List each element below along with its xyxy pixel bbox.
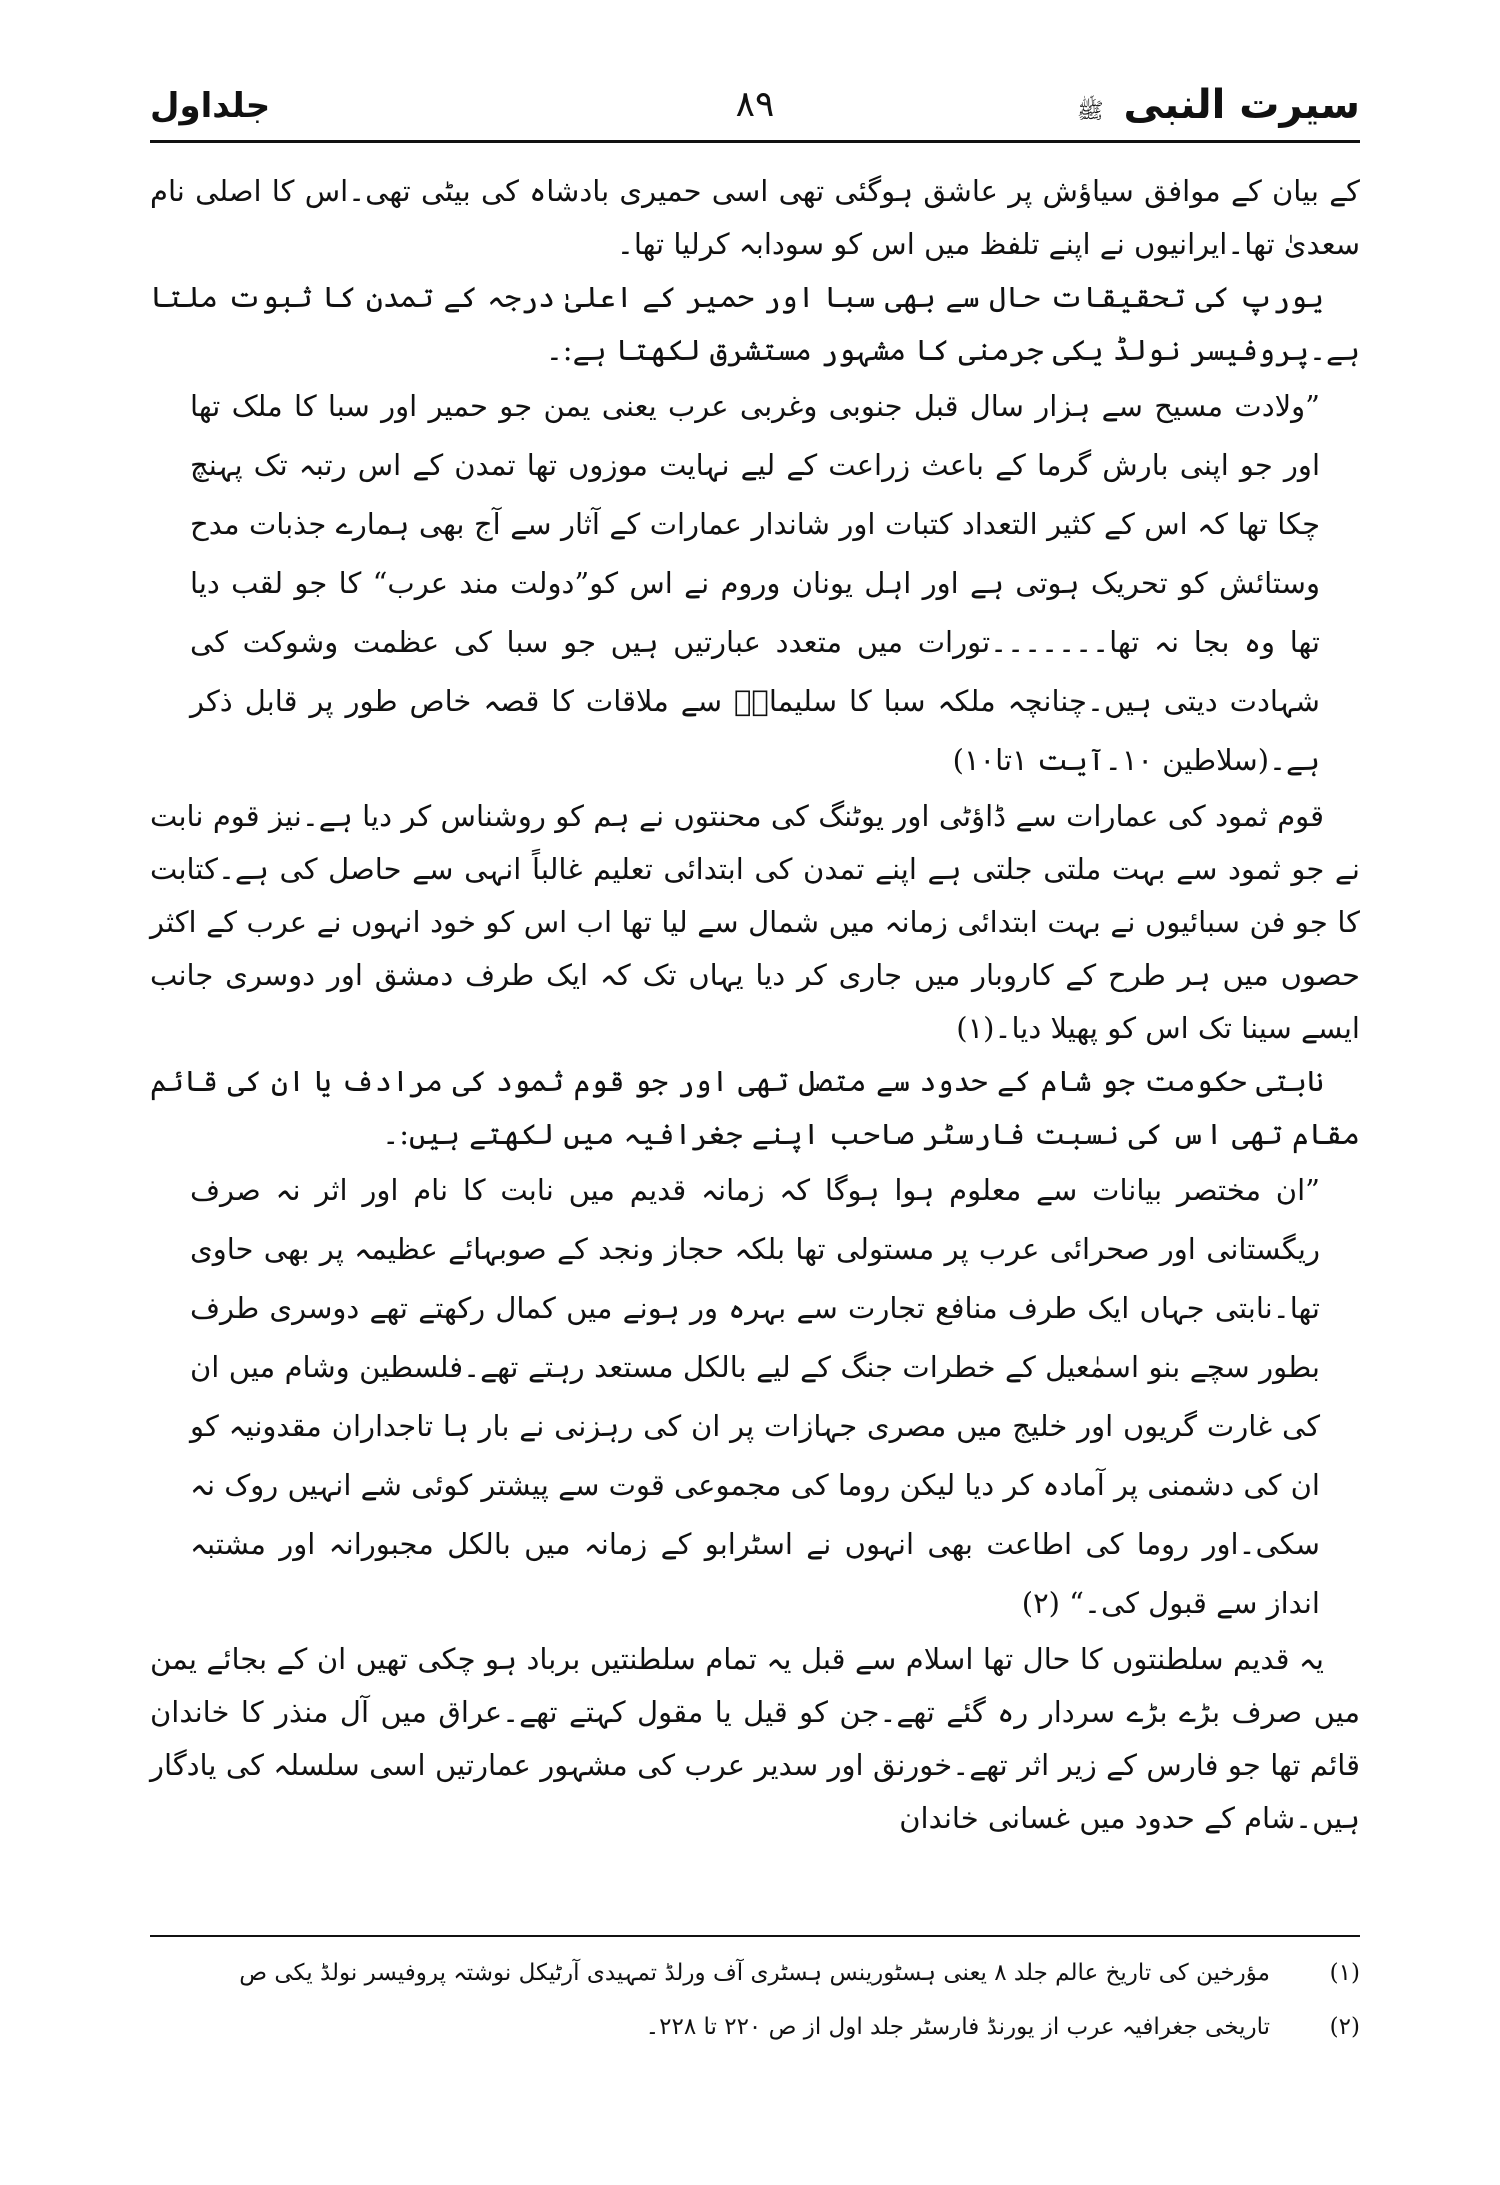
- page-body: [150, 165, 1360, 1845]
- footnotes: [150, 1960, 1360, 2068]
- footnote-2: [150, 2014, 1360, 2068]
- paragraph-2: یورپ کی تحقیقات حال سے بھی سبا اور حمیر کے اعلیٰ درجہ کے تمدن کا ثبوت ملتا ہے۔پروفیسر نولڈ یکی جرمنی کا مشہور مستشرق لکھتا ہے:۔: [150, 280, 1360, 367]
- page-header: [150, 80, 1360, 143]
- footnote-divider: [150, 1935, 1360, 1937]
- footnote-1-number: (۱): [1329, 1960, 1360, 1986]
- honorific: ﷺ: [1076, 99, 1104, 124]
- quotation-2: ”ان مختصر بیانات سے معلوم ہوا ہوگا کہ زمانہ قدیم میں نابت کا نام اور اثر نہ صرف ریگستانی اور صحرائی عرب پر مستولی تھا بلکہ حجاز ونجد کے صوبہائے عظیمہ پر بھی حاوی تھا۔نابتی جہاں ایک طرف منافع تجارت سے بہرہ ور ہونے میں کمال رکھتے تھے دوسری طرف بطور سچے بنو اسمٰعیل کے خطرات جنگ کے لیے بالکل مستعد رہتے تھے۔فلسطین وشام میں ان کی غارت گریوں اور خلیج میں مصری جہازات پر ان کی رہزنی نے بار ہا تاجداران مقدونیہ کو ان کی دشمنی پر آمادہ کر دیا لیکن روما کی مجموعی قوت سے پیشتر کوئی شے انہیں روک نہ سکی۔اور روما کی اطاعت بھی انہوں نے اسٹرابو کے زمانہ میں بالکل مجبورانہ اور مشتبہ انداز سے قبول کی۔“ (۲): [190, 1173, 1320, 1620]
- footnote-1: [150, 1960, 1360, 2014]
- page-number: ۸۹: [735, 84, 775, 125]
- paragraph-3: قوم ثمود کی عمارات سے ڈاؤٹی اور یوٹنگ کی محنتوں نے ہم کو روشناس کر دیا ہے۔نیز قوم نابت نے جو ثمود سے بہت ملتی جلتی ہے اپنے تمدن کی ابتدائی تعلیم غالباً انہی سے حاصل کی ہے۔کتابت کا جو فن سبائیوں نے بہت ابتدائی زمانہ میں شمال سے لیا تھا اب اس کو خود انہوں نے عرب کے اکثر حصوں میں ہر طرح کے کاروبار میں جاری کر دیا یہاں تک کہ ایک طرف دمشق اور دوسری جانب ایسے سینا تک اس کو پھیلا دیا۔(۱): [150, 799, 1360, 1045]
- paragraph-4: نابتی حکومت جو شام کے حدود سے متصل تھی اور جو قوم ثمود کی مرادف یا ان کی قائم مقام تھی اس کی نسبت فارسٹر صاحب اپنے جغرافیہ میں لکھتے ہیں:۔: [150, 1064, 1360, 1151]
- book-title-text: سیرت النبی: [1123, 82, 1360, 128]
- footnote-1-text: مؤرخین کی تاریخ عالم جلد ۸ یعنی ہسٹورینس ہسٹری آف ورلڈ تمہیدی آرٹیکل نوشتہ پروفیسر نولڈ یکی ص: [239, 1960, 1270, 1986]
- footnote-2-number: (۲): [1329, 2014, 1360, 2040]
- footnote-2-text: تاریخی جغرافیہ عرب از یورنڈ فارسٹر جلد اول از ص ۲۲۰ تا ۲۲۸۔: [645, 2014, 1270, 2040]
- volume-label: جلداول: [150, 86, 271, 126]
- paragraph-5: یہ قدیم سلطنتوں کا حال تھا اسلام سے قبل یہ تمام سلطنتیں برباد ہو چکی تھیں ان کے بجائے یمن میں صرف بڑے بڑے سردار رہ گئے تھے۔جن کو قیل یا مقول کہتے تھے۔عراق میں آل منذر کا خاندان قائم تھا جو فارس کے زیر اثر تھے۔خورنق اور سدیر عرب کی مشہور عمارتیں اسی سلسلہ کی یادگار ہیں۔شام کے حدود میں غسانی خاندان: [150, 1642, 1360, 1835]
- quotation-1: ”ولادت مسیح سے ہزار سال قبل جنوبی وغربی عرب یعنی یمن جو حمیر اور سبا کا ملک تھا اور جو اپنی بارش گرما کے باعث زراعت کے لیے نہایت موزوں تھا تمدن کے اس رتبہ تک پہنچ چکا تھا کہ اس کے کثیر التعداد کتبات اور شاندار عمارات کے آثار سے آج بھی ہمارے جذبات مدح وستائش کو تحریک ہوتی ہے اور اہل یونان وروم نے اس کو”دولت مند عرب“ کا جو لقب دیا تھا وہ بجا نہ تھا۔۔۔۔۔۔۔تورات میں متعدد عبارتیں ہیں جو سبا کی عظمت وشوکت کی شہادت دیتی ہیں۔چنانچہ ملکہ سبا کا سلیمانؑ سے ملاقات کا قصہ خاص طور پر قابل ذکر ہے۔(سلاطین ۱۰۔آیت ۱تا۱۰): [190, 389, 1320, 777]
- paragraph-1: کے بیان کے موافق سیاؤش پر عاشق ہوگئی تھی اسی حمیری بادشاہ کی بیٹی تھی۔اس کا اصلی نام سعدیٰ تھا۔ایرانیوں نے اپنے تلفظ میں اس کو سودابہ کرلیا تھا۔: [150, 174, 1360, 261]
